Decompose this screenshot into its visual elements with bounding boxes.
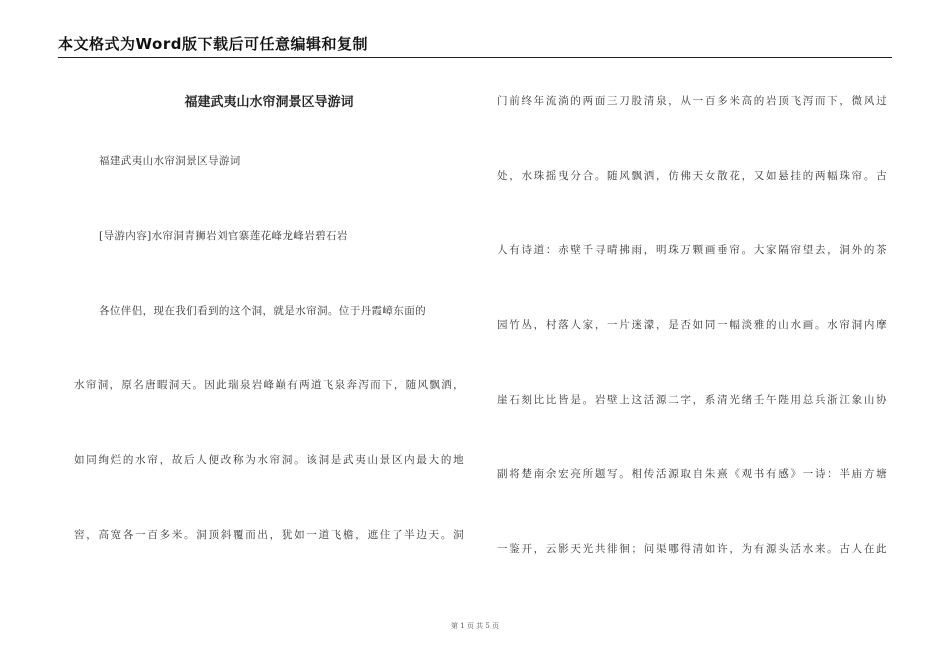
body-line: 窖，高宽各一百多米。洞顶斜覆而出，犹如一道飞檐，遮住了半边天。洞 [74, 529, 464, 541]
body-line: 一鉴开，云影天光共徘徊；问渠哪得清如许，为有源头活水来。古人在此 [497, 543, 887, 555]
body-line: 崖石刻比比皆是。岩壁上这活源二字，系清光绪壬午陛用总兵浙江象山协 [497, 394, 887, 406]
body-line: 园竹丛，村落人家，一片迷濛，是否如同一幅淡雅的山水画。水帘洞内摩 [497, 319, 887, 331]
right-column [497, 0, 887, 672]
body-line: 处，水珠摇曳分合。随风飘洒，仿佛天女散花，又如悬挂的两幅珠帘。古 [497, 170, 887, 182]
page-footer: 第 1 页 共 5 页 [450, 622, 500, 630]
body-line: 门前终年流淌的两面三刀股清泉，从一百多米高的岩顶飞泻而下，微风过 [497, 95, 887, 107]
body-line: 各位伴侣，现在我们看到的这个洞，就是水帘洞。位于丹霞嶂东面的 [99, 305, 426, 317]
left-column [74, 0, 464, 672]
document-banner: 本文格式为Word版下载后可任意编辑和复制 [58, 35, 368, 53]
body-line: 福建武夷山水帘洞景区导游词 [99, 155, 241, 167]
body-line: 人有诗道：赤壁千寻晴拂雨，明珠万颗画垂帘。大家隔帘望去，洞外的茶 [497, 244, 887, 256]
document-title: 福建武夷山水帘洞景区导游词 [184, 95, 354, 110]
body-line: 水帘洞，原名唐暇洞天。因此瑞泉岩峰巅有两道飞泉奔泻而下，随风飘洒， [74, 379, 464, 391]
body-line: 如同绚烂的水帘，故后人便改称为水帘洞。该洞是武夷山景区内最大的地 [74, 454, 464, 466]
body-line: 副将楚南余宏亮所题写。相传活源取自朱熹《观书有感》一诗：半庙方塘 [497, 468, 887, 480]
body-line: [导游内容]水帘洞青狮岩刘官寨莲花峰龙峰岩碧石岩 [99, 230, 348, 242]
